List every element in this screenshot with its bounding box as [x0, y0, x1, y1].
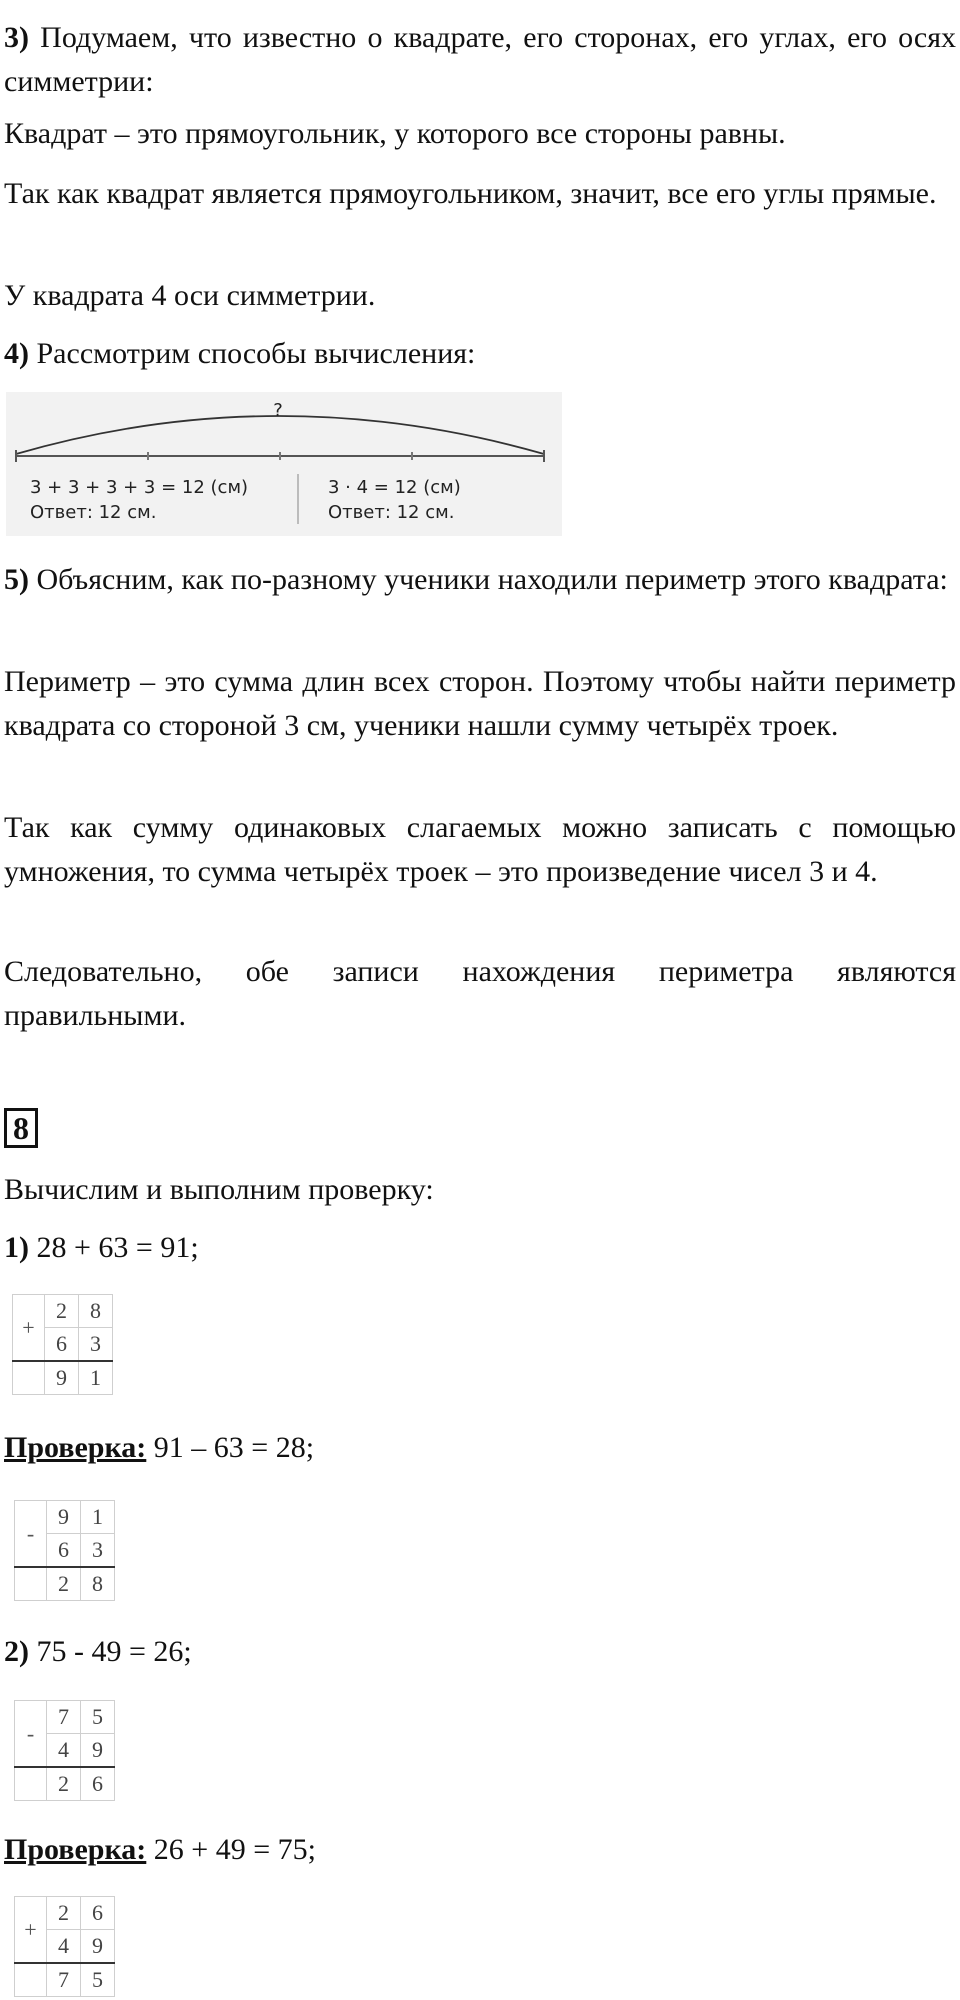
digit-cell: 8 — [79, 1295, 113, 1328]
operator-sign: - — [15, 1701, 47, 1768]
section-5-intro-text: Объясним, как по-разному ученики находили периметр этого квадрата: — [29, 563, 948, 596]
check-label: Проверка: — [4, 1431, 147, 1464]
digit-cell: 2 — [47, 1897, 81, 1930]
conclusion-text: Следовательно, обе записи нахождения периметра являются правильными. — [4, 955, 956, 1032]
multiplication-explanation: Так как сумму одинаковых слагаемых можно записать с помощью умножения, то сумма четырёх троек – это произведение чисел 3 и 4. — [4, 811, 956, 888]
result-digit-cell: 8 — [81, 1567, 115, 1601]
digit-cell: 9 — [81, 1930, 115, 1964]
item-2-check-expression: 26 + 49 = 75; — [146, 1833, 316, 1866]
figure-product-expression: 3 · 4 = 12 (см) — [328, 477, 461, 498]
empty-cell — [15, 1963, 47, 1997]
digit-cell: 6 — [45, 1328, 79, 1362]
result-digit-cell: 6 — [81, 1767, 115, 1801]
brace-arc — [16, 416, 544, 454]
digit-cell: 6 — [81, 1897, 115, 1930]
item-2-expression-text: 75 - 49 = 26; — [29, 1635, 192, 1668]
digit-cell: 4 — [47, 1930, 81, 1964]
item-1-check — [4, 1426, 956, 1470]
digit-cell: 9 — [81, 1734, 115, 1768]
section-4-intro-text: Рассмотрим способы вычисления: — [29, 337, 476, 370]
column-addition — [12, 1294, 113, 1395]
section-4-number: 4) — [4, 337, 29, 370]
operator-sign: + — [15, 1897, 47, 1964]
result-digit-cell: 5 — [81, 1963, 115, 1997]
result-digit-cell: 1 — [79, 1361, 113, 1395]
column-subtraction — [14, 1700, 115, 1801]
column-subtraction — [14, 1500, 115, 1601]
empty-cell — [15, 1767, 47, 1801]
section-4-intro — [4, 332, 956, 376]
task-number-box: 8 — [4, 1108, 38, 1148]
check-label: Проверка: — [4, 1833, 147, 1866]
square-symmetry-text: У квадрата 4 оси симметрии. — [4, 279, 376, 312]
item-1-expression — [4, 1226, 956, 1270]
figure-question-mark: ? — [273, 400, 283, 421]
section-3-intro-text: Подумаем, что известно о квадрате, его сторонах, его углах, его осях симметрии: — [4, 21, 956, 98]
section-5-intro — [4, 558, 956, 602]
item-2-check — [4, 1828, 956, 1872]
item-1-number: 1) — [4, 1231, 29, 1264]
task-8-intro: Вычислим и выполним проверку: — [4, 1173, 434, 1206]
digit-cell: 6 — [47, 1534, 81, 1568]
digit-cell: 1 — [81, 1501, 115, 1534]
result-digit-cell: 2 — [47, 1567, 81, 1601]
section-3-intro — [4, 16, 956, 104]
digit-cell: 3 — [81, 1534, 115, 1568]
operator-sign: + — [13, 1295, 45, 1362]
perimeter-figure-svg — [6, 392, 562, 536]
result-digit-cell: 9 — [45, 1361, 79, 1395]
result-digit-cell: 2 — [47, 1767, 81, 1801]
digit-cell: 3 — [79, 1328, 113, 1362]
column-addition — [14, 1896, 115, 1997]
digit-cell: 5 — [81, 1701, 115, 1734]
figure-sum-answer: Ответ: 12 см. — [30, 502, 157, 523]
item-2-number: 2) — [4, 1635, 29, 1668]
item-1-check-expression: 91 – 63 = 28; — [146, 1431, 315, 1464]
item-1-expression-text: 28 + 63 = 91; — [29, 1231, 199, 1264]
perimeter-explanation: Периметр – это сумма длин всех сторон. Поэтому чтобы найти периметр квадрата со стороной 3 см, ученики нашли сумму четырёх троек. — [4, 665, 956, 742]
figure-sum-expression: 3 + 3 + 3 + 3 = 12 (см) — [30, 477, 249, 498]
square-definition: Квадрат – это прямоугольник, у которого все стороны равны. — [4, 117, 786, 150]
figure-product-answer: Ответ: 12 см. — [328, 502, 455, 523]
section-3-number: 3) — [4, 21, 29, 54]
digit-cell: 7 — [47, 1701, 81, 1734]
square-angles-text: Так как квадрат является прямоугольником, значит, все его углы прямые. — [4, 177, 937, 210]
digit-cell: 2 — [45, 1295, 79, 1328]
empty-cell — [13, 1361, 45, 1395]
empty-cell — [15, 1567, 47, 1601]
perimeter-figure — [6, 392, 562, 536]
section-5-number: 5) — [4, 563, 29, 596]
digit-cell: 4 — [47, 1734, 81, 1768]
operator-sign: - — [15, 1501, 47, 1568]
digit-cell: 9 — [47, 1501, 81, 1534]
item-2-expression — [4, 1630, 956, 1674]
result-digit-cell: 7 — [47, 1963, 81, 1997]
